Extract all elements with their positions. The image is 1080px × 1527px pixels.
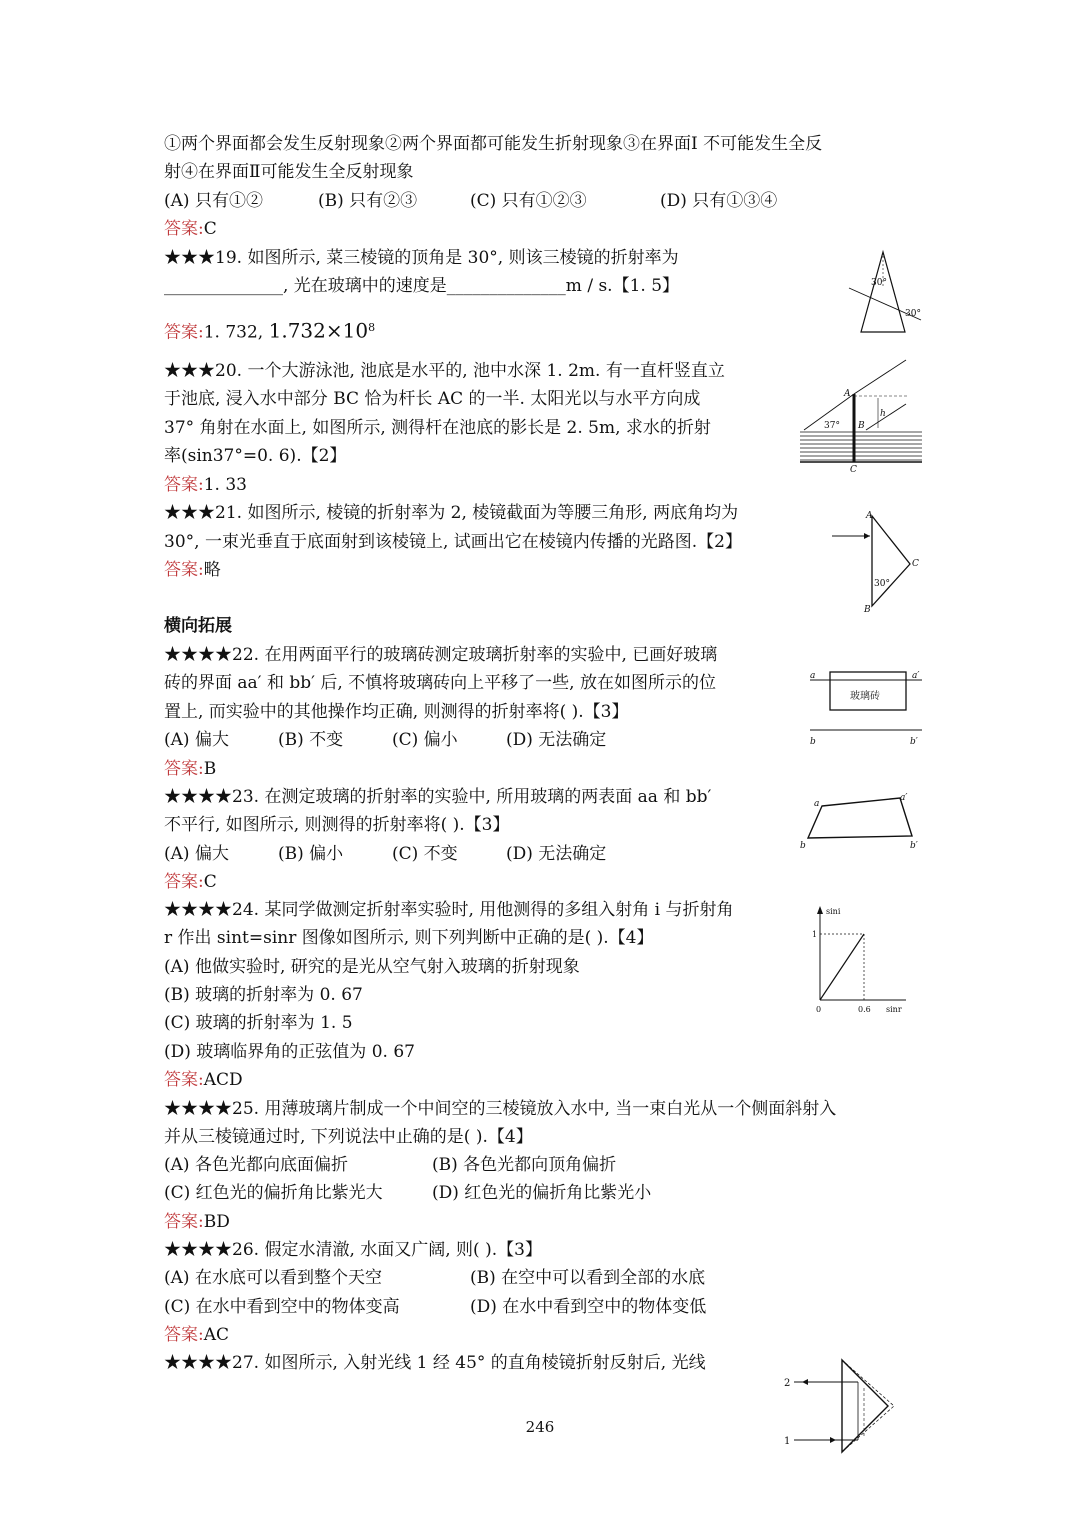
option-b: (B) 只有②③ <box>318 191 418 211</box>
q24-graph-figure <box>808 902 912 1018</box>
page-number: 246 <box>525 1418 555 1436</box>
q21-label-b: B <box>864 605 871 615</box>
q25-line-1: ★★★★25. 用薄玻璃片制成一个中间空的三棱镜放入水中, 当一束白光从一个侧面斜射入 <box>164 1099 837 1119</box>
q20-label-angle: 37° <box>824 421 840 431</box>
q22-glass-figure <box>804 668 928 748</box>
q19-line-1: ★★★19. 如图所示, 菜三棱镜的顶角是 30°, 则该三棱镜的折射率为 <box>164 248 679 268</box>
q25-line-2: 并从三棱镜通过时, 下列说法中止确的是( ).【4】 <box>164 1127 533 1147</box>
q20-line-4: 率(sin37°=0. 6).【2】 <box>164 446 347 466</box>
q21-answer: 答案:略 <box>164 560 221 580</box>
q23-glass-figure <box>796 790 924 854</box>
option-d: (D) 红色光的偏折角比紫光小 <box>432 1183 652 1203</box>
option-d: (D) 无法确定 <box>506 730 607 750</box>
option-b: (B) 在空中可以看到全部的水底 <box>470 1268 706 1288</box>
q24-option-b: (B) 玻璃的折射率为 0. 67 <box>164 985 363 1005</box>
q21-label-angle: 30° <box>874 579 890 589</box>
q27-prism-figure <box>780 1356 900 1456</box>
q21-line-2: 30°, 一束光垂直于底面射到该棱镜上, 试画出它在棱镜内传播的光路图.【2】 <box>164 532 742 552</box>
intro-answer: 答案:C <box>164 219 217 239</box>
q24-line-1: ★★★★24. 某同学做测定折射率实验时, 用他测得的多组入射角 i 与折射角 <box>164 900 734 920</box>
option-b: (B) 偏小 <box>278 844 344 864</box>
q24-y-tick: 1 <box>812 930 818 939</box>
q23-label-b: b <box>800 841 806 851</box>
option-c: (C) 红色光的偏折角比紫光大 <box>164 1183 383 1203</box>
q22-label-a-prime: a′ <box>912 671 920 681</box>
option-b: (B) 不变 <box>278 730 344 750</box>
option-a: (A) 偏大 <box>164 844 229 864</box>
option-a: (A) 各色光都向底面偏折 <box>164 1155 348 1175</box>
q23-label-b-prime: b′ <box>910 841 918 851</box>
q27-ray-1-label: 1 <box>784 1436 791 1447</box>
q20-answer: 答案:1. 33 <box>164 475 247 495</box>
q22-label-a: a <box>810 671 816 681</box>
q21-label-a: A <box>866 511 873 521</box>
q22-label-b-prime: b′ <box>910 737 918 747</box>
q24-option-c: (C) 玻璃的折射率为 1. 5 <box>164 1013 353 1033</box>
q23-line-2: 不平行, 如图所示, 则测得的折射率将( ).【3】 <box>164 815 510 835</box>
q22-label-b: b <box>810 737 816 747</box>
q22-line-1: ★★★★22. 在用两面平行的玻璃砖测定玻璃折射率的实验中, 已画好玻璃 <box>164 645 718 665</box>
q20-label-h: h <box>880 409 886 419</box>
q27-line-1: ★★★★27. 如图所示, 入射光线 1 经 45° 的直角棱镜折射反射后, 光线 <box>164 1353 706 1373</box>
q20-label-b: B <box>858 421 865 431</box>
q19-angle-out: 30° <box>905 309 921 319</box>
q24-x-tick: 0.6 <box>858 1005 871 1014</box>
option-a: (A) 只有①② <box>164 191 263 211</box>
q22-line-3: 置上, 而实验中的其他操作均正确, 则测得的折射率将( ).【3】 <box>164 702 629 722</box>
q22-line-2: 砖的界面 aa′ 和 bb′ 后, 不慎将玻璃砖向上平移了一些, 放在如图所示的位 <box>164 673 716 693</box>
intro-line-2: 射④在界面Ⅱ可能发生全反射现象 <box>164 162 414 182</box>
q26-line-1: ★★★★26. 假定水清澈, 水面又广阔, 则( ).【3】 <box>164 1240 542 1260</box>
option-c: (C) 在水中看到空中的物体变高 <box>164 1297 400 1317</box>
q21-prism-figure <box>828 508 920 616</box>
q24-line-2: r 作出 sint=sinr 图像如图所示, 则下列判断中正确的是( ).【4】 <box>164 928 654 948</box>
q20-line-2: 于池底, 浸入水中部分 BC 恰为杆长 AC 的一半. 太阳光以与水平方向成 <box>164 389 701 409</box>
q23-label-a-prime: a′ <box>900 793 908 803</box>
q25-answer: 答案:BD <box>164 1212 230 1232</box>
q20-label-a: A <box>844 389 851 399</box>
q24-y-axis-label: sini <box>826 907 841 916</box>
q23-label-a: a <box>814 799 820 809</box>
q20-pool-figure <box>798 358 926 476</box>
q22-glass-label: 玻璃砖 <box>850 691 880 702</box>
q21-label-c: C <box>912 559 919 569</box>
section-title: 横向拓展 <box>164 616 232 636</box>
option-d: (D) 只有①③④ <box>660 191 778 211</box>
q20-line-1: ★★★20. 一个大游泳池, 池底是水平的, 池中水深 1. 2m. 有一直杆竖直立 <box>164 361 725 381</box>
q26-answer: 答案:AC <box>164 1325 230 1345</box>
q23-answer: 答案:C <box>164 872 217 892</box>
q20-line-3: 37° 角射在水面上, 如图所示, 测得杆在池底的影长是 2. 5m, 求水的折射 <box>164 418 711 438</box>
q23-line-1: ★★★★23. 在测定玻璃的折射率的实验中, 所用玻璃的两表面 aa 和 bb′ <box>164 787 712 807</box>
q19-answer: 答案:1. 732, $1.732\times 10^8$ <box>164 318 376 343</box>
option-c: (C) 只有①②③ <box>470 191 587 211</box>
intro-line-1: ①两个界面都会发生反射现象②两个界面都可能发生折射现象③在界面Ⅰ 不可能发生全反 <box>164 134 823 154</box>
q24-option-a: (A) 他做实验时, 研究的是光从空气射入玻璃的折射现象 <box>164 957 580 977</box>
q24-answer: 答案:ACD <box>164 1070 243 1090</box>
q21-line-1: ★★★21. 如图所示, 棱镜的折射率为 2, 棱镜截面为等腰三角形, 两底角均为 <box>164 503 739 523</box>
q27-ray-2-label: 2 <box>784 1378 791 1389</box>
q22-answer: 答案:B <box>164 759 217 779</box>
option-a: (A) 在水底可以看到整个天空 <box>164 1268 382 1288</box>
q19-angle-top: 30° <box>871 278 887 288</box>
option-c: (C) 偏小 <box>392 730 458 750</box>
option-d: (D) 无法确定 <box>506 844 607 864</box>
option-a: (A) 偏大 <box>164 730 229 750</box>
q24-origin: 0 <box>816 1005 822 1014</box>
q19-line-2: ______________, 光在玻璃中的速度是______________m / s.【1. 5】 <box>164 276 680 296</box>
option-c: (C) 不变 <box>392 844 458 864</box>
option-b: (B) 各色光都向顶角偏折 <box>432 1155 617 1175</box>
option-d: (D) 在水中看到空中的物体变低 <box>470 1297 707 1317</box>
q24-option-d: (D) 玻璃临界角的正弦值为 0. 67 <box>164 1042 415 1062</box>
q19-prism-figure <box>845 248 925 336</box>
q24-x-axis-label: sinr <box>886 1005 902 1014</box>
q20-label-c: C <box>850 465 857 475</box>
